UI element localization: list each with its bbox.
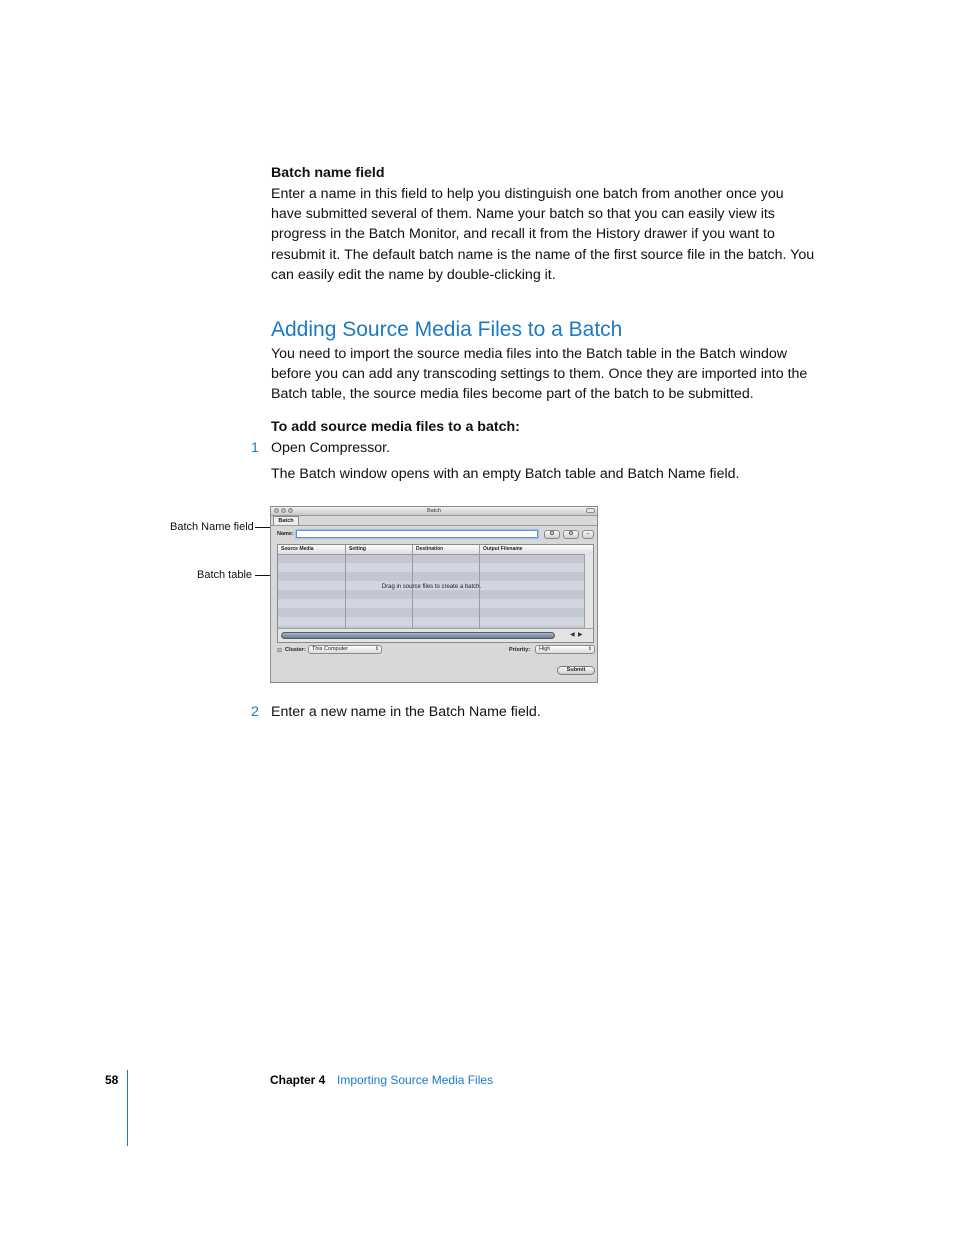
name-label: Name:: [277, 531, 294, 537]
step-text: Enter a new name in the Batch Name field.: [271, 704, 541, 720]
horizontal-scrollbar[interactable]: [278, 628, 593, 642]
task-heading: To add source media files to a batch:: [271, 419, 520, 435]
submit-button[interactable]: Submit: [557, 666, 595, 675]
toolbar-toggle-icon[interactable]: [586, 508, 595, 513]
body-line: resubmit it. The default batch name is the name of the first source file in the batch. You: [271, 246, 815, 263]
column-header-destination[interactable]: Destination: [416, 546, 444, 552]
footer-chapter-title: Importing Source Media Files: [337, 1073, 494, 1087]
tab-divider: [271, 525, 597, 526]
horizontal-scroll-thumb[interactable]: [281, 632, 555, 639]
page-number: 58: [105, 1073, 119, 1087]
add-setting-button[interactable]: [544, 530, 560, 539]
column-header-output-filename[interactable]: Output Filename: [483, 546, 523, 552]
body-line: Enter a name in this field to help you distinguish one batch from another once you: [271, 186, 784, 202]
vertical-scrollbar[interactable]: [584, 554, 593, 628]
body-line: have submitted several of them. Name your batch so that you can easily view its: [271, 206, 775, 223]
table-row: [278, 599, 585, 608]
scroll-left-arrow-icon[interactable]: ◀: [570, 632, 575, 638]
table-header: [278, 545, 593, 555]
priority-label: Priority:: [509, 647, 531, 653]
body-line: progress in the Batch Monitor, and recall it from the History drawer if you want to: [271, 226, 775, 243]
add-destination-button[interactable]: [563, 530, 579, 539]
body-line: You need to import the source media files into the Batch table in the Batch window: [271, 346, 788, 362]
table-row: [278, 563, 585, 572]
callout-batch-table: Batch table: [197, 569, 253, 581]
section-title: Adding Source Media Files to a Batch: [271, 318, 623, 341]
scroll-right-arrow-icon[interactable]: ▶: [578, 632, 583, 638]
column-header-setting[interactable]: Setting: [349, 546, 366, 552]
popup-arrows-icon: ⇕: [587, 646, 592, 652]
body-line: can easily edit the name by double-clicking it.: [271, 266, 556, 283]
destination-icon: ⚙: [568, 531, 574, 537]
step-number: 2: [251, 704, 259, 720]
footer-chapter: Chapter 4: [270, 1073, 326, 1087]
batch-table[interactable]: [277, 544, 594, 643]
table-row: [278, 617, 585, 626]
tab-batch[interactable]: Batch: [273, 516, 299, 526]
callout-batch-name-field: Batch Name field: [170, 521, 254, 533]
batch-name-input[interactable]: [296, 530, 538, 538]
resize-grip-icon[interactable]: ⊟: [277, 648, 283, 654]
remove-button[interactable]: −: [582, 530, 594, 539]
batch-window-screenshot: [270, 506, 598, 683]
cluster-select[interactable]: [308, 645, 382, 654]
step-result: The Batch window opens with an empty Batch table and Batch Name field.: [271, 466, 740, 482]
cluster-value: This Computer: [312, 646, 349, 652]
priority-value: High: [539, 646, 551, 652]
section-intro: [271, 344, 831, 405]
window-title: Batch: [426, 508, 442, 514]
priority-select[interactable]: [535, 645, 595, 654]
column-header-source-media[interactable]: Source Media: [281, 546, 314, 552]
popup-arrows-icon: ⇕: [374, 646, 379, 652]
batch-name-field-body: [271, 184, 831, 285]
step-number: 1: [251, 440, 259, 456]
body-line: before you can add any transcoding settings to them. Once they are imported into the: [271, 366, 808, 383]
settings-gear-icon: ⚙: [549, 531, 555, 537]
cluster-label: Cluster:: [285, 647, 306, 653]
batch-name-field-heading: Batch name field: [271, 165, 385, 181]
step-text: Open Compressor.: [271, 440, 391, 456]
footer-rule: [127, 1070, 128, 1146]
window-titlebar: [271, 507, 597, 516]
body-line: Batch table, the source media files become part of the batch to be submitted.: [271, 386, 754, 403]
empty-table-message: Drag in source files to create a batch.: [381, 584, 482, 590]
